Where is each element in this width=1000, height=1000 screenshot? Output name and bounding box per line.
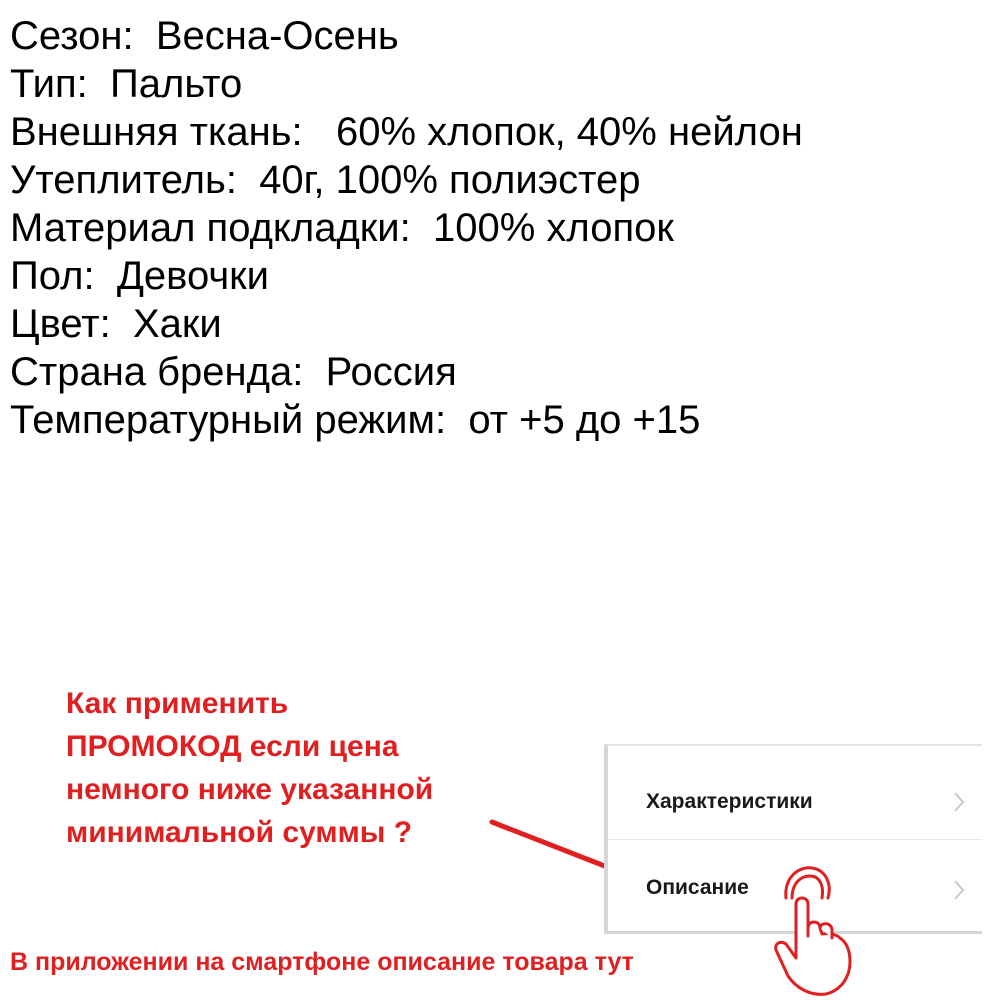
promo-line: минимальной суммы ? xyxy=(66,816,413,849)
spec-row-lining xyxy=(10,204,980,252)
spec-row-season xyxy=(10,12,980,60)
spec-value: Россия xyxy=(325,350,457,394)
spec-value: 40г, 100% полиэстер xyxy=(259,158,641,202)
spec-row-insulation xyxy=(10,156,980,204)
spec-value: Пальто xyxy=(110,62,243,106)
bottom-note: В приложении на смартфоне описание товара тут xyxy=(10,948,634,976)
promo-line: ПРОМОКОД если цена xyxy=(66,730,399,763)
spec-row-color xyxy=(10,300,980,348)
spec-label: Страна бренда: xyxy=(10,350,304,394)
spec-value: Хаки xyxy=(132,302,222,346)
promo-line: немного ниже указанной xyxy=(66,773,434,806)
spec-row-brand-country xyxy=(10,348,980,396)
spec-row-type xyxy=(10,60,980,108)
spec-value: Весна-Осень xyxy=(155,14,399,58)
spec-row-temperature xyxy=(10,396,980,444)
spec-label: Материал подкладки: xyxy=(10,206,411,250)
spec-value: Девочки xyxy=(116,254,269,298)
panel-item-label: Характеристики xyxy=(646,790,813,813)
promo-line: Как применить xyxy=(66,687,289,720)
chevron-right-icon xyxy=(952,790,966,814)
spec-label: Температурный режим: xyxy=(10,398,447,442)
spec-value: 60% хлопок, 40% нейлон xyxy=(335,110,803,154)
spec-label: Тип: xyxy=(10,62,88,106)
spec-label: Цвет: xyxy=(10,302,111,346)
chevron-right-icon xyxy=(952,878,966,902)
spec-value: от +5 до +15 xyxy=(468,398,701,442)
spec-label: Сезон: xyxy=(10,14,134,58)
pointing-hand-icon xyxy=(770,858,860,998)
spec-value: 100% хлопок xyxy=(432,206,674,250)
panel-item-characteristics[interactable] xyxy=(608,754,982,840)
spec-row-gender xyxy=(10,252,980,300)
spec-row-outer-fabric xyxy=(10,108,980,156)
promo-question xyxy=(66,682,546,854)
spec-label: Пол: xyxy=(10,254,95,298)
panel-item-label: Описание xyxy=(646,876,749,899)
spec-label: Утеплитель: xyxy=(10,158,237,202)
specs-list xyxy=(10,12,980,444)
spec-label: Внешняя ткань: xyxy=(10,110,303,154)
